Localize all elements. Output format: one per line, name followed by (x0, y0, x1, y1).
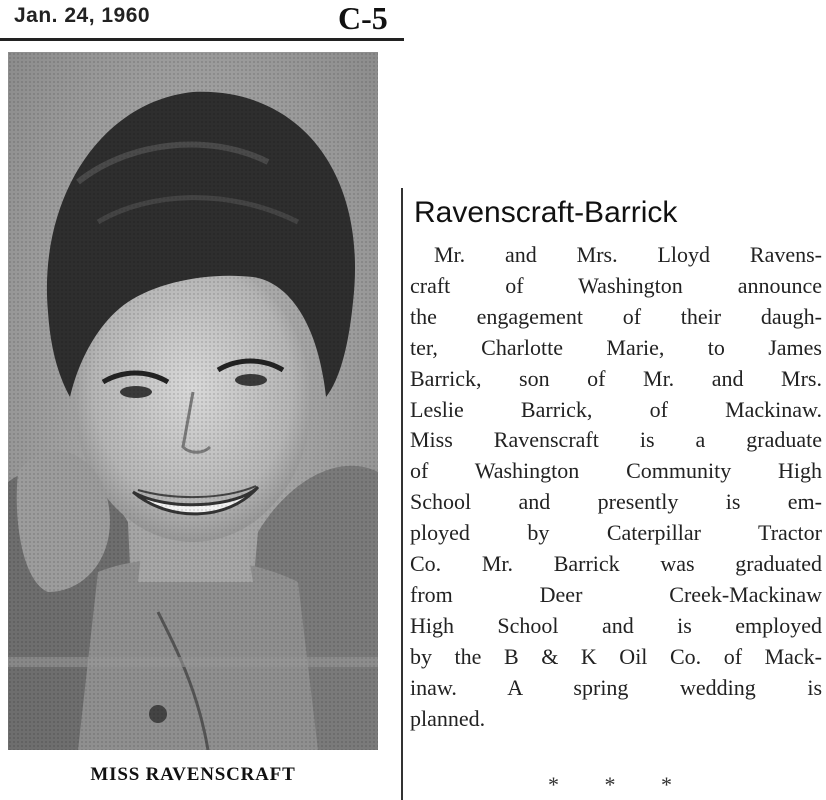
column-rule (401, 188, 403, 800)
article-line: Miss Ravenscraft is a graduate (410, 427, 822, 453)
article-headline: Ravenscraft-Barrick (414, 196, 678, 229)
article-line: Leslie Barrick, of Mackinaw. (410, 396, 822, 422)
header-rule (0, 38, 404, 41)
date-line: Jan. 24, 1960 (14, 4, 151, 27)
article-line: by the B & K Oil Co. of Mack- (410, 643, 822, 669)
article-line: of Washington Community High (410, 458, 822, 484)
page-number: C-5 (338, 0, 388, 36)
article-line: ployed by Caterpillar Tractor (410, 520, 822, 546)
article-line: School and presently is em- (410, 489, 822, 515)
article-line: High School and is employed (410, 612, 822, 638)
article-line: Barrick, son of Mr. and Mrs. (410, 365, 822, 391)
photo-caption: MISS RAVENSCRAFT (90, 764, 296, 785)
article-line: ter, Charlotte Marie, to James (410, 334, 822, 360)
article-line: the engagement of their daugh- (410, 303, 822, 329)
article-line: Co. Mr. Barrick was graduated (410, 551, 822, 577)
article-line: craft of Washington announce (410, 272, 822, 298)
article-line: from Deer Creek-Mackinaw (410, 581, 822, 607)
section-separator: * * * (548, 772, 692, 797)
article-line: Mr. and Mrs. Lloyd Ravens- (434, 242, 822, 267)
article-line: planned. (410, 705, 486, 731)
portrait-photo (8, 52, 378, 750)
article-body (410, 240, 822, 735)
article-line: inaw. A spring wedding is (410, 674, 822, 700)
